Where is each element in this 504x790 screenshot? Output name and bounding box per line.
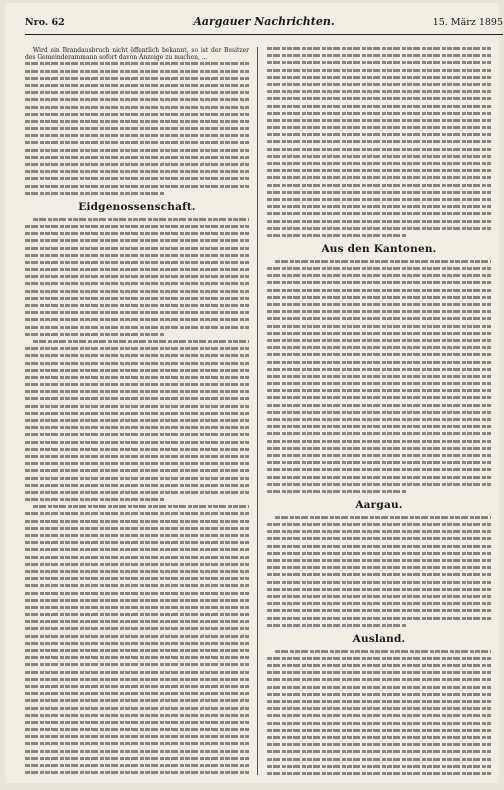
- page-header: [25, 15, 503, 31]
- lead-paragraph: Wird ein Brandausbruch nicht öffentlich bekannt, so ist der Besitzer des Gemeinderammann sofort davon Anzeige zu machen, ...: [25, 47, 249, 62]
- newspaper-title: Aargauer Nachrichten.: [193, 15, 335, 28]
- issue-date: 15. März 1895: [432, 17, 503, 28]
- right-column: [267, 47, 491, 775]
- newspaper-page: [5, 3, 503, 783]
- text-block: [25, 62, 249, 194]
- left-column: [25, 47, 249, 775]
- text-block: [267, 260, 491, 493]
- issue-number: Nro. 62: [25, 17, 65, 28]
- section-title-confederation: Eidgenossenschaft.: [78, 200, 196, 213]
- header-rule: [25, 34, 503, 35]
- text-block: [267, 650, 491, 775]
- section-title-abroad: Ausland.: [352, 632, 406, 645]
- section-title-cantons: Aus den Kantonen.: [321, 242, 437, 255]
- section-title-aargau: Aargau.: [355, 498, 403, 511]
- text-block: [25, 218, 249, 775]
- text-block: [267, 47, 491, 237]
- text-block: [267, 516, 491, 627]
- column-divider: [257, 47, 258, 775]
